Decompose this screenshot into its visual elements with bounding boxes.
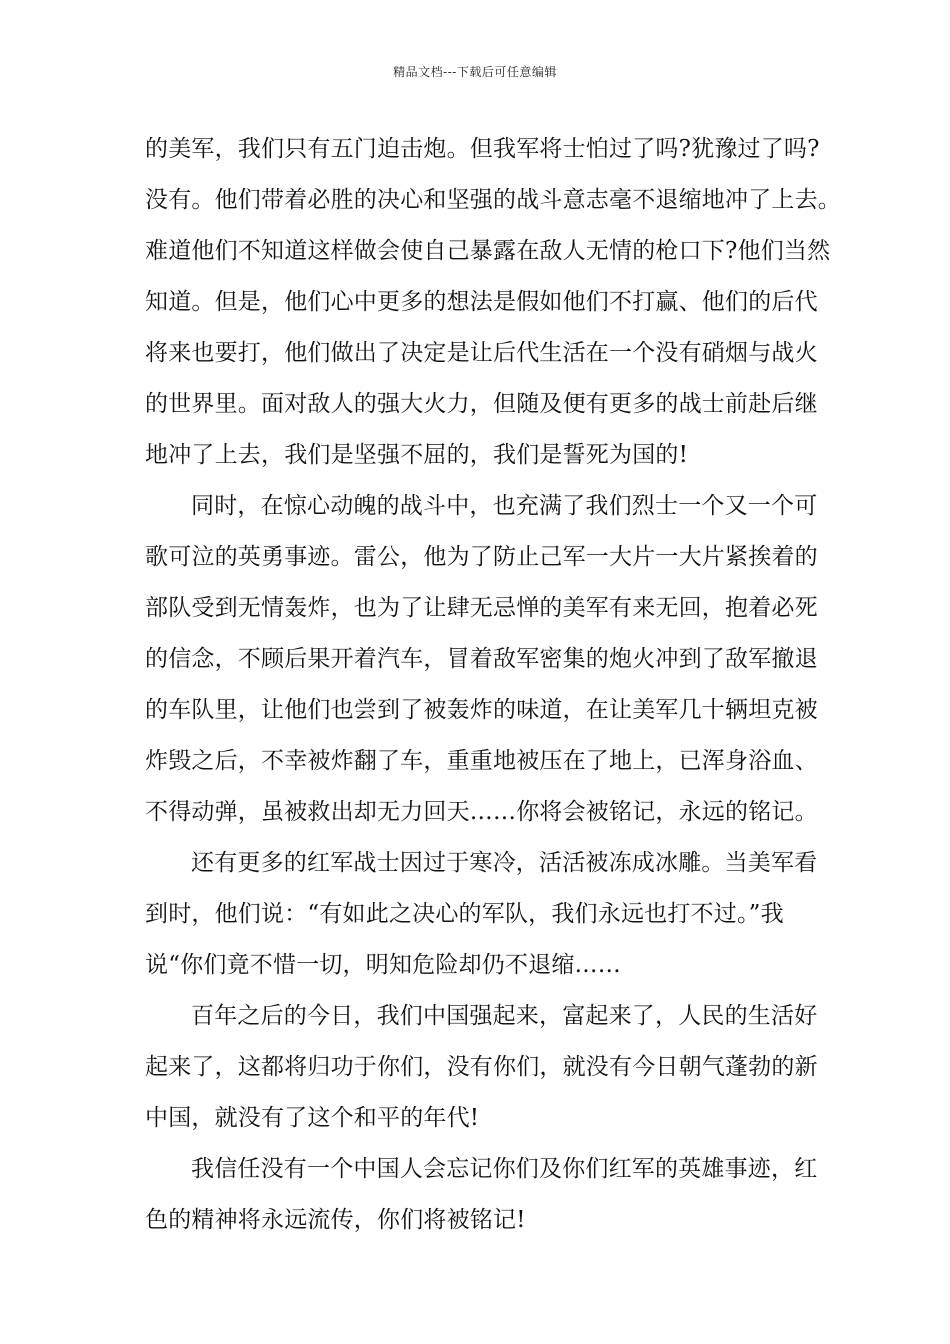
text-line: 不得动弹，虽被救出却无力回天……你将会被铭记，永远的铭记。 (145, 799, 818, 825)
body-text (145, 127, 841, 1249)
text-line: 到时，他们说：“有如此之决心的军队，我们永远也打不过。”我 (145, 901, 784, 927)
text-line: 炸毁之后，不幸被炸翻了车，重重地被压在了地上，已浑身浴血、 (145, 748, 818, 774)
text-line: 的信念，不顾后果开着汽车，冒着敌军密集的炮火冲到了敌军撤退 (145, 646, 818, 672)
text-line: 歌可泣的英勇事迹。雷公，他为了防止己军一大片一大片紧挨着的 (145, 544, 818, 570)
text-line: 没有。他们带着必胜的决心和坚强的战斗意志毫不退缩地冲了上去。 (145, 187, 841, 213)
text-line: 知道。但是，他们心中更多的想法是假如他们不打赢、他们的后代 (145, 289, 818, 315)
text-line: 的世界里。面对敌人的强大火力，但随及便有更多的战士前赴后继 (145, 391, 818, 417)
text-line: 起来了，这都将归功于你们，没有你们，就没有今日朝气蓬勃的新 (145, 1054, 818, 1080)
page-header: 精品文档---下载后可任意编辑 (393, 65, 557, 79)
text-line: 说“你们竟不惜一切，明知危险却仍不退缩…… (145, 952, 621, 978)
text-line: 的车队里，让他们也尝到了被轰炸的味道，在让美军几十辆坦克被 (145, 697, 818, 723)
paragraph-start-line: 同时，在惊心动魄的战斗中，也充满了我们烈士一个又一个可 (191, 493, 818, 519)
text-line: 中国，就没有了这个和平的年代! (145, 1105, 480, 1131)
text-line: 将来也要打，他们做出了决定是让后代生活在一个没有硝烟与战火 (145, 340, 818, 366)
paragraph-start-line: 我信任没有一个中国人会忘记你们及你们红军的英雄事迹，红 (191, 1156, 818, 1182)
text-line: 地冲了上去，我们是坚强不屈的，我们是誓死为国的! (145, 442, 689, 468)
paragraph-start-line: 还有更多的红军战士因过于寒冷，活活被冻成冰雕。当美军看 (191, 850, 818, 876)
text-line: 的美军，我们只有五门迫击炮。但我军将士怕过了吗?犹豫过了吗? (145, 136, 820, 162)
text-line: 部队受到无情轰炸，也为了让肆无忌惮的美军有来无回，抱着必死 (145, 595, 818, 621)
text-line: 色的精神将永远流传，你们将被铭记! (145, 1207, 526, 1233)
text-line: 难道他们不知道这样做会使自己暴露在敌人无情的枪口下?他们当然 (145, 238, 831, 264)
paragraph-start-line: 百年之后的今日，我们中国强起来，富起来了，人民的生活好 (191, 1003, 818, 1029)
